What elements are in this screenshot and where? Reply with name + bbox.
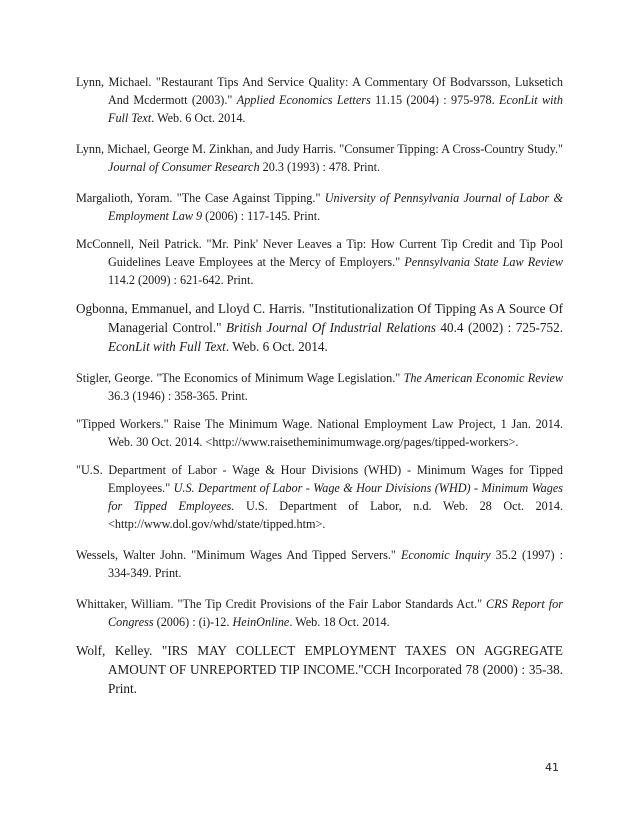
reference-entry: [76, 140, 563, 176]
reference-entry: [76, 546, 563, 582]
reference-entry: [76, 235, 563, 289]
reference-entry: [76, 641, 563, 698]
reference-italic-title: HeinOnline: [232, 615, 290, 629]
reference-entry: [76, 595, 563, 631]
reference-text: Lynn, Michael. "Restaurant Tips And Service Quality: A Commentary Of Bodvarsson, Luksetich And Mcdermott (2003).": [76, 75, 563, 107]
reference-italic-title: Applied Economics Letters: [236, 93, 371, 107]
reference-text: Margalioth, Yoram. "The Case Against Tipping.": [76, 191, 325, 205]
reference-text: (2006) : (i)-12.: [153, 615, 233, 629]
reference-entry: [76, 461, 563, 533]
reference-text: "U.S. Department of Labor - Wage & Hour Divisions (WHD) - Minimum Wages for Tipped Employees.": [76, 463, 563, 495]
reference-entry: [76, 73, 563, 127]
reference-italic-title: Economic Inquiry: [400, 548, 491, 562]
reference-italic-title: British Journal Of Industrial Relations: [226, 320, 436, 335]
reference-text: Wessels, Walter John. "Minimum Wages And Tipped Servers.": [76, 548, 401, 562]
works-cited-list: [76, 73, 563, 711]
reference-text: 114.2 (2009) : 621-642. Print.: [108, 273, 254, 287]
reference-text: . Web. 18 Oct. 2014.: [289, 615, 390, 629]
reference-text: 36.3 (1946) : 358-365. Print.: [108, 389, 248, 403]
reference-italic-title: Journal of Consumer Research: [108, 160, 260, 174]
reference-text: Lynn, Michael, George M. Zinkhan, and Judy Harris. "Consumer Tipping: A Cross-Country Study.": [76, 142, 563, 156]
reference-text: 35.2 (1997) : 334-349. Print.: [108, 548, 563, 580]
reference-text: (2006) : 117-145. Print.: [202, 209, 321, 223]
reference-italic-title: The American Economic Review: [403, 371, 563, 385]
reference-italic-title: Pennsylvania State Law Review: [404, 255, 563, 269]
reference-text: 20.3 (1993) : 478. Print.: [259, 160, 381, 174]
reference-text: "Tipped Workers." Raise The Minimum Wage. National Employment Law Project, 1 Jan. 2014. Web. 30 Oct. 2014. <http://www.raisetheminimumwage.org/pages/tipped-workers>.: [76, 417, 563, 449]
reference-text: McConnell, Neil Patrick. "Mr. Pink' Never Leaves a Tip: How Current Tip Credit and Tip Pool Guidelines Leave Employees at the Mercy of Employers.": [76, 237, 563, 269]
page-number: 41: [545, 761, 559, 774]
reference-text: Wolf, Kelley. "IRS MAY COLLECT EMPLOYMENT TAXES ON AGGREGATE AMOUNT OF UNREPORTED TIP INCOME."CCH Incorporated 78 (2000) : 35-38. Print.: [76, 643, 563, 696]
reference-entry: [76, 189, 563, 225]
reference-entry: [76, 415, 563, 451]
reference-entry: [76, 369, 563, 405]
reference-text: 11.15 (2004) : 975-978.: [370, 93, 500, 107]
reference-text: U.S. Department of Labor, n.d. Web. 28 Oct. 2014. <http://www.dol.gov/whd/state/tipped.htm>.: [108, 499, 563, 531]
reference-text: Ogbonna, Emmanuel, and Lloyd C. Harris. "Institutionalization Of Tipping As A Source Of Managerial Control.": [76, 301, 563, 335]
reference-italic-title: EconLit with Full Text: [108, 93, 563, 125]
reference-italic-title: U.S. Department of Labor - Wage & Hour Divisions (WHD) - Minimum Wages for Tipped Employees.: [108, 481, 563, 513]
reference-italic-title: University of Pennsylvania Journal of Labor & Employment Law 9: [108, 191, 563, 223]
reference-text: . Web. 6 Oct. 2014.: [151, 111, 246, 125]
reference-italic-title: EconLit with Full Text: [108, 339, 226, 354]
reference-text: Stigler, George. "The Economics of Minimum Wage Legislation.": [76, 371, 404, 385]
reference-entry: [76, 299, 563, 356]
reference-italic-title: CRS Report for Congress: [108, 597, 563, 629]
reference-text: Whittaker, William. "The Tip Credit Provisions of the Fair Labor Standards Act.": [76, 597, 487, 611]
reference-text: 40.4 (2002) : 725-752.: [435, 320, 564, 335]
reference-text: . Web. 6 Oct. 2014.: [225, 339, 328, 354]
